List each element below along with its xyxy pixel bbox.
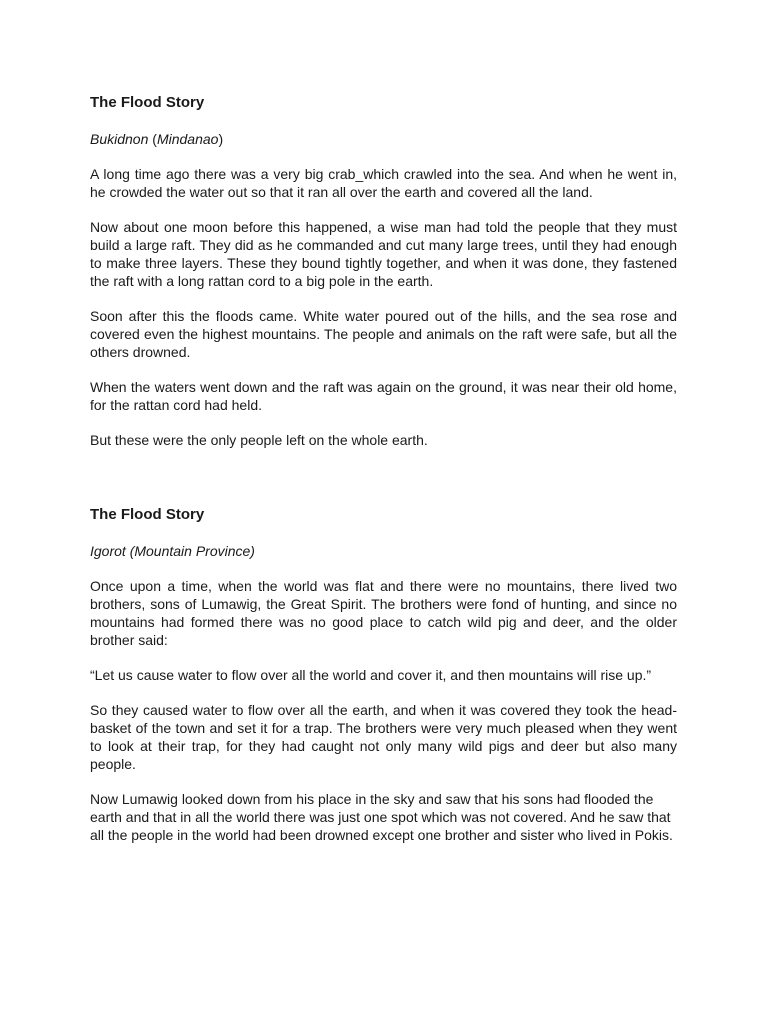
story-paragraph: So they caused water to flow over all the earth, and when it was covered they took the head-basket of the town and set it for a trap. The brothers were very much pleased when they went to look at their trap, for they had caught not only many wild pigs and deer but also many people. — [90, 702, 677, 772]
story-paragraph: When the waters went down and the raft was again on the ground, it was near their old home, for the rattan cord had held. — [90, 379, 677, 413]
document-page — [90, 94, 677, 861]
story-paragraph: Now about one moon before this happened, a wise man had told the people that they must build a large raft. They did as he commanded and cut many large trees, until they had enough to make three layers. These they bound tightly together, and when it was done, they fastened the raft with a long rattan cord to a big pole in the earth. — [90, 219, 677, 289]
subtitle-part: ) — [218, 131, 224, 147]
story-paragraph: “Let us cause water to flow over all the world and cover it, and then mountains will rise up.” — [90, 667, 652, 683]
story-paragraph: Now Lumawig looked down from his place in the sky and saw that his sons had flooded the earth and that in all the world there was just one spot which was not covered. And he saw that all the people in the world had been drowned except one brother and sister who lived in Pokis. — [90, 791, 673, 843]
story-subtitle — [90, 130, 677, 148]
story-bukidnon — [90, 94, 677, 449]
story-title: The Flood Story — [90, 94, 205, 111]
story-title: The Flood Story — [90, 506, 205, 523]
section-spacer — [90, 466, 677, 506]
story-paragraph: Soon after this the floods came. White water poured out of the hills, and the sea rose and covered even the highest mountains. The people and animals on the raft were safe, but all the others drowned. — [90, 308, 677, 360]
subtitle-part: Mindanao — [156, 131, 219, 147]
story-paragraph: A long time ago there was a very big crab_which crawled into the sea. And when he went in, he crowded the water out so that it ran all over the earth and covered all the land. — [90, 166, 677, 200]
subtitle-part: ( — [148, 131, 157, 147]
story-paragraph: Once upon a time, when the world was flat and there were no mountains, there lived two brothers, sons of Lumawig, the Great Spirit. The brothers were fond of hunting, and since no mountains had formed there was no good place to catch wild pig and deer, and the older brother said: — [90, 578, 677, 648]
subtitle-part: Bukidnon — [90, 131, 149, 147]
story-paragraph: But these were the only people left on the whole earth. — [90, 432, 428, 448]
story-subtitle: Igorot (Mountain Province) — [90, 543, 255, 559]
story-igorot — [90, 506, 677, 844]
